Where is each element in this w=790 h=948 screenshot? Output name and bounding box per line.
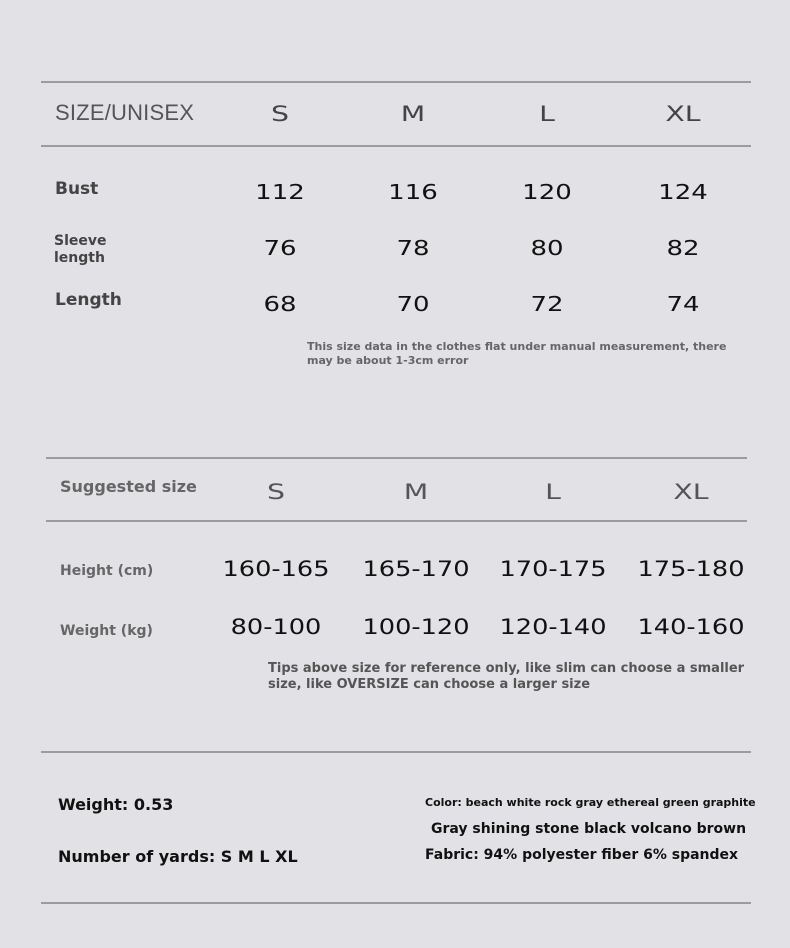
row-label-bust: Bust [55, 179, 99, 199]
size-col-l: L [539, 102, 555, 126]
color-spec-line1: Color: beach white rock gray ethereal green graphite [425, 796, 756, 809]
sleeve-m: 78 [396, 236, 430, 260]
color-spec-line2: Gray shining stone black volcano brown [431, 821, 747, 837]
length-xl: 74 [666, 292, 700, 316]
weight-m: 100-120 [362, 615, 470, 639]
length-s: 68 [263, 292, 297, 316]
height-m: 165-170 [362, 557, 470, 581]
row-label-height: Height (cm) [60, 563, 154, 579]
bust-l: 120 [522, 180, 572, 204]
suggested-header-divider [46, 520, 747, 522]
height-s: 160-165 [222, 557, 330, 581]
length-m: 70 [396, 292, 430, 316]
bust-xl: 124 [658, 180, 708, 204]
suggested-col-xl: XL [673, 480, 709, 504]
bottom-divider [41, 902, 751, 904]
sleeve-xl: 82 [666, 236, 700, 260]
size-header-label: SIZE/UNISEX [55, 100, 195, 125]
bust-m: 116 [388, 180, 438, 204]
weight-l: 120-140 [499, 615, 607, 639]
size-col-m: M [400, 102, 426, 126]
suggested-top-divider [46, 457, 747, 459]
weight-s: 80-100 [230, 615, 322, 639]
height-xl: 175-180 [637, 557, 745, 581]
sleeve-s: 76 [263, 236, 297, 260]
weight-spec: Weight: 0.53 [58, 795, 174, 814]
row-label-sleeve-line1: Sleeve [54, 233, 107, 249]
specs-top-divider [41, 751, 751, 753]
sleeve-l: 80 [530, 236, 564, 260]
size-col-s: S [270, 102, 290, 126]
header-divider [41, 145, 751, 147]
length-l: 72 [530, 292, 564, 316]
row-label-weight: Weight (kg) [60, 623, 153, 639]
size-tip: Tips above size for reference only, like slim can choose a smaller size, like OVERSIZE can choose a larger size [268, 661, 745, 692]
fabric-spec: Fabric: 94% polyester fiber 6% spandex [425, 847, 739, 863]
suggested-header-label: Suggested size [60, 477, 197, 496]
yards-spec: Number of yards: S M L XL [58, 847, 298, 866]
height-l: 170-175 [499, 557, 607, 581]
suggested-col-s: S [266, 480, 286, 504]
top-divider [41, 81, 751, 83]
size-col-xl: XL [665, 102, 701, 126]
suggested-col-l: L [545, 480, 561, 504]
suggested-col-m: M [403, 480, 429, 504]
row-label-length: Length [55, 290, 122, 310]
row-label-sleeve-length [54, 233, 107, 267]
bust-s: 112 [255, 180, 305, 204]
measurement-note: This size data in the clothes flat under manual measurement, there may be about 1-3cm error [307, 340, 727, 367]
weight-xl: 140-160 [637, 615, 745, 639]
row-label-sleeve-line2: length [54, 250, 105, 266]
